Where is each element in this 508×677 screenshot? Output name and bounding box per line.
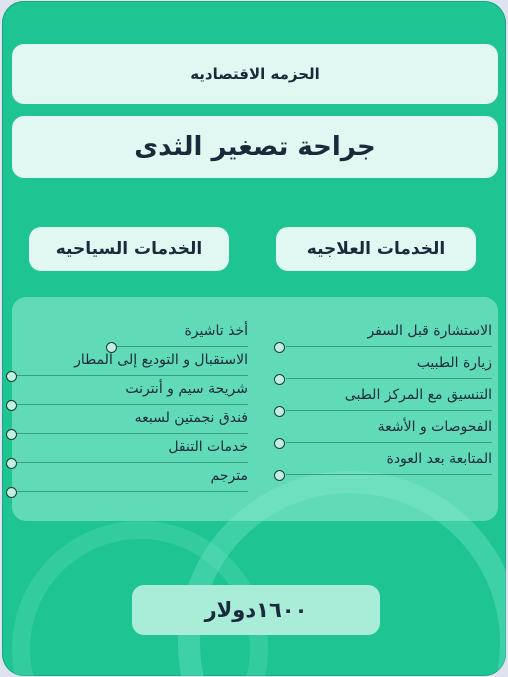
bullet-circle-icon — [274, 438, 285, 449]
list-item — [286, 415, 492, 443]
bullet-circle-icon — [274, 374, 285, 385]
bullet-circle-icon — [274, 470, 285, 481]
page-title: جراحة تصغير الثدى — [12, 116, 498, 178]
list-item — [14, 464, 248, 492]
bullet-circle-icon — [6, 487, 17, 498]
list-item — [14, 435, 248, 463]
list-item-label: التنسيق مع المركز الطبى — [344, 387, 492, 403]
list-item-label: أخذ تاشيرة — [184, 323, 248, 339]
list-item-label: مترجم — [210, 468, 248, 484]
medical-services-header: الخدمات العلاجيه — [276, 227, 476, 271]
list-item — [14, 406, 248, 434]
tourism-services-list — [14, 319, 248, 493]
list-item-label: الاستشارة قبل السفر — [367, 323, 492, 339]
list-item — [286, 447, 492, 475]
list-item-label: المتابعة بعد العودة — [386, 451, 492, 467]
price-badge: ١٦٠٠دولار — [132, 585, 380, 635]
tourism-services-header: الخدمات السياحيه — [29, 227, 229, 271]
offer-card — [2, 1, 506, 676]
list-item — [286, 319, 492, 347]
list-item-label: زيارة الطبيب — [416, 355, 492, 371]
list-item-label: الفحوصات و الأشعة — [377, 419, 492, 435]
list-item — [114, 319, 248, 347]
list-item-label: فندق نجمتين لسبعه — [134, 410, 248, 426]
list-item-label: خدمات التنقل — [168, 439, 248, 455]
list-item-label: الاستقبال و التوديع إلى المطار — [74, 352, 248, 368]
package-label: الحزمه الاقتصاديه — [12, 44, 498, 104]
list-item — [286, 383, 492, 411]
medical-services-list — [286, 319, 492, 479]
list-item — [14, 348, 248, 376]
list-item — [286, 351, 492, 379]
bullet-circle-icon — [274, 406, 285, 417]
bullet-circle-icon — [274, 342, 285, 353]
list-item — [14, 377, 248, 405]
list-item-label: شريحة سيم و أنترنت — [125, 381, 248, 397]
